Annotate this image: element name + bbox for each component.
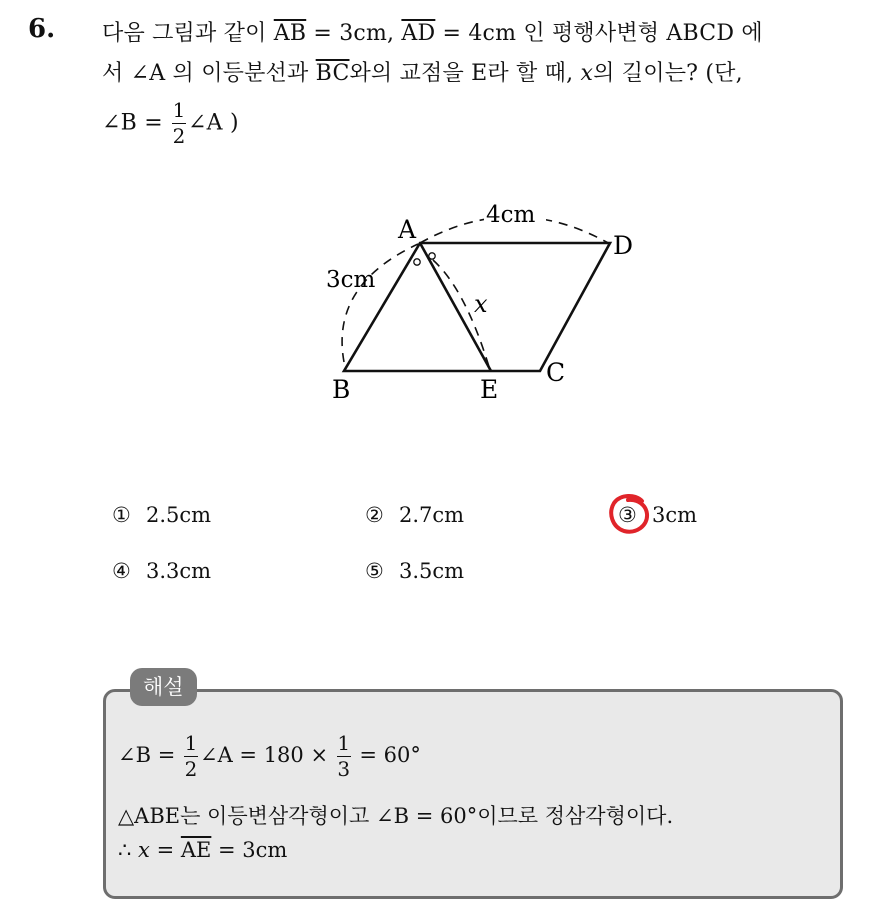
segment-ad: $\overline{AD}$	[401, 21, 436, 46]
choice-number: ②	[365, 503, 384, 527]
question-text: 와의 교점을 E라 할 때,	[349, 61, 581, 86]
question-text: 다음 그림과 같이	[102, 21, 274, 46]
angle-mark-left	[414, 259, 420, 265]
question-text: 의 길이는? (단,	[593, 61, 743, 86]
fraction-numerator: 1	[184, 731, 198, 755]
choice-text: 3.5cm	[399, 559, 465, 583]
solution-tag: 해설	[130, 668, 197, 706]
arc-ab-dashed	[342, 244, 418, 362]
choice-number: ③	[618, 503, 637, 527]
choice-1[interactable]	[112, 503, 211, 527]
segment-bc: $\overline{BC}$	[315, 61, 350, 86]
label-b: B	[332, 375, 351, 404]
question-number: 6.	[28, 14, 56, 44]
segment-ab: $\overline{AB}$	[273, 21, 307, 46]
solution-text: =	[149, 838, 181, 862]
solution-line-2: △ABE는 이등변삼각형이고 ∠B = 60°이므로 정삼각형이다.	[118, 804, 674, 828]
label-d: D	[613, 231, 634, 260]
condition-text: ∠A )	[188, 110, 239, 136]
label-side-ab: 3cm	[326, 267, 376, 293]
choice-text: 2.7cm	[399, 503, 465, 527]
fraction-numerator: 1	[172, 98, 186, 122]
choice-text: 3cm	[652, 503, 698, 527]
label-c: C	[546, 358, 566, 387]
fraction-denominator: 2	[172, 124, 186, 148]
question-text: = 4cm 인 평행사변형 ABCD 에	[435, 21, 763, 46]
choice-number: ⑤	[365, 559, 384, 583]
segment-ae: $\overline{AE}$	[180, 838, 212, 862]
question-text: 서 ∠A 의 이등분선과	[102, 61, 316, 86]
angle-mark-right	[429, 253, 435, 259]
choice-5[interactable]	[365, 559, 464, 583]
label-x: x	[474, 290, 488, 318]
choice-number: ④	[112, 559, 131, 583]
choice-2[interactable]	[365, 503, 464, 527]
variable-x: x	[580, 61, 594, 86]
question-text: = 3cm,	[306, 21, 402, 46]
fraction-third	[337, 733, 351, 780]
solution-line-3	[118, 838, 287, 862]
fraction-denominator: 3	[337, 757, 351, 781]
choice-text: 2.5cm	[146, 503, 212, 527]
solution-line-1	[118, 733, 421, 780]
condition-text: ∠B =	[102, 110, 171, 136]
label-e: E	[480, 375, 499, 404]
solution-box	[103, 689, 843, 899]
choice-4[interactable]	[112, 559, 211, 583]
label-side-ad: 4cm	[486, 202, 536, 228]
solution-text: ∠B =	[118, 743, 182, 767]
solution-text: = 3cm	[211, 838, 288, 862]
choice-text: 3.3cm	[146, 559, 212, 583]
solution-text: ∴	[118, 838, 139, 862]
fraction-denominator: 2	[184, 757, 198, 781]
fraction-half	[184, 733, 198, 780]
choice-number: ①	[112, 503, 131, 527]
answer-mark-circle	[606, 491, 652, 537]
solution-text: = 60°	[352, 743, 421, 767]
variable-x: x	[138, 838, 150, 862]
solution-text: ∠A = 180 ×	[199, 743, 335, 767]
label-a: A	[398, 215, 417, 244]
fraction-numerator: 1	[337, 731, 351, 755]
